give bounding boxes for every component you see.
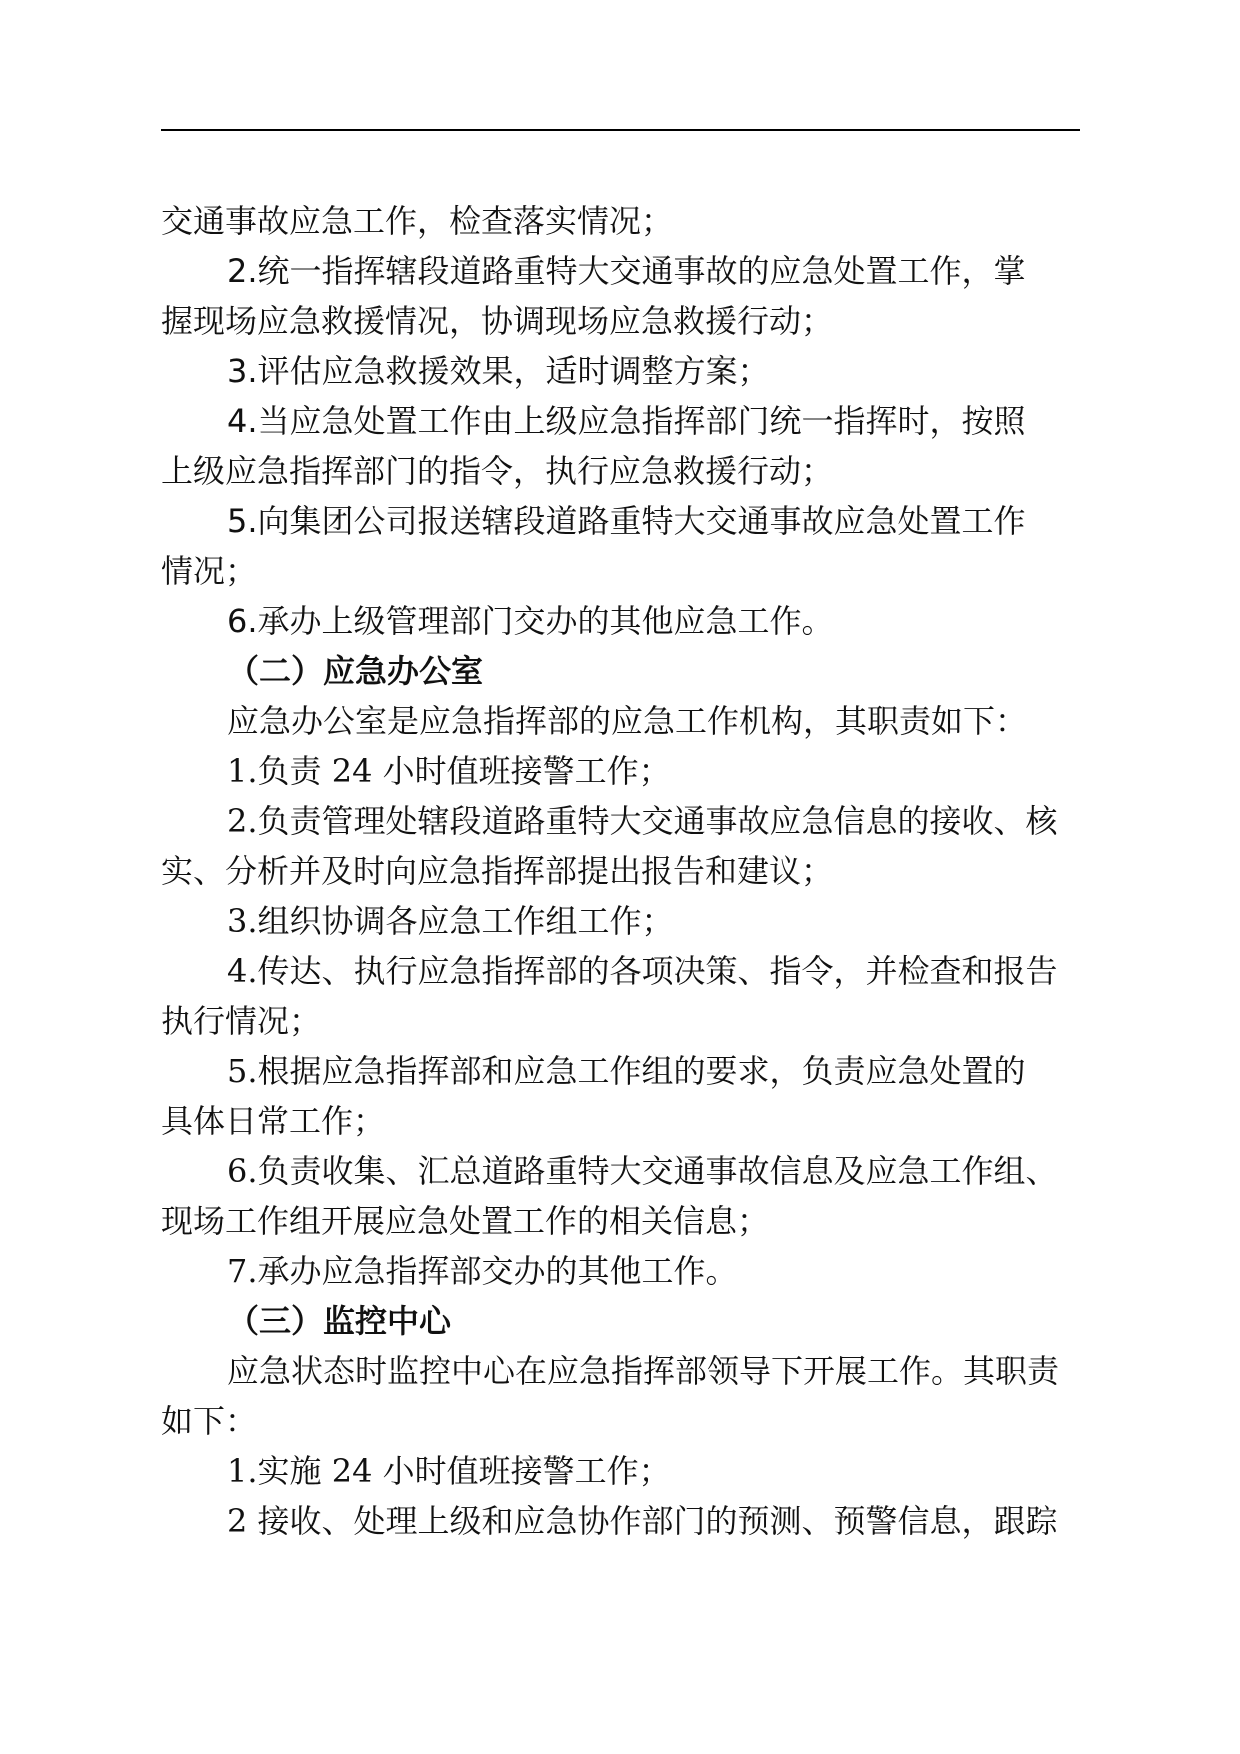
list-item: 3.组织协调各应急工作组工作； [227, 902, 674, 940]
paragraph-line: 上级应急指挥部门的指令，执行应急救援行动； [161, 452, 834, 490]
list-item: 4.传达、执行应急指挥部的各项决策、指令，并检查和报告 [227, 952, 1058, 990]
paragraph-line: 现场工作组开展应急处置工作的相关信息； [161, 1202, 770, 1240]
header-rule [161, 129, 1080, 131]
list-item: 5.根据应急指挥部和应急工作组的要求，负责应急处置的 [227, 1052, 1026, 1090]
paragraph-line: 应急办公室是应急指挥部的应急工作机构，其职责如下： [227, 702, 1028, 740]
paragraph-line: 握现场应急救援情况，协调现场应急救援行动； [161, 302, 834, 340]
list-item: 5.向集团公司报送辖段道路重特大交通事故应急处置工作 [227, 502, 1026, 540]
paragraph-line: 应急状态时监控中心在应急指挥部领导下开展工作。其职责 [227, 1352, 1060, 1390]
list-item: 7.承办应急指挥部交办的其他工作。 [227, 1252, 738, 1290]
list-item: 4.当应急处置工作由上级应急指挥部门统一指挥时，按照 [227, 402, 1026, 440]
paragraph-line: 实、分析并及时向应急指挥部提出报告和建议； [161, 852, 834, 890]
list-item: 6.承办上级管理部门交办的其他应急工作。 [227, 602, 834, 640]
list-item: 1.实施 24 小时值班接警工作； [227, 1452, 671, 1490]
list-item: 1.负责 24 小时值班接警工作； [227, 752, 671, 790]
list-item: 2.负责管理处辖段道路重特大交通事故应急信息的接收、核 [227, 802, 1058, 840]
list-item: 3.评估应急救援效果，适时调整方案； [227, 352, 770, 390]
list-item: 2.统一指挥辖段道路重特大交通事故的应急处置工作，掌 [227, 252, 1026, 290]
paragraph-line: 如下： [161, 1402, 258, 1440]
list-item: 2 接收、处理上级和应急协作部门的预测、预警信息，跟踪 [227, 1502, 1058, 1540]
section-heading: （三）监控中心 [227, 1302, 452, 1340]
list-item: 6.负责收集、汇总道路重特大交通事故信息及应急工作组、 [227, 1152, 1058, 1190]
paragraph-line: 情况； [161, 552, 258, 590]
section-heading: （二）应急办公室 [227, 652, 484, 690]
paragraph-line: 具体日常工作； [161, 1102, 386, 1140]
paragraph-line: 执行情况； [161, 1002, 322, 1040]
body-text [161, 196, 1086, 1546]
paragraph-line: 交通事故应急工作，检查落实情况； [161, 202, 674, 240]
